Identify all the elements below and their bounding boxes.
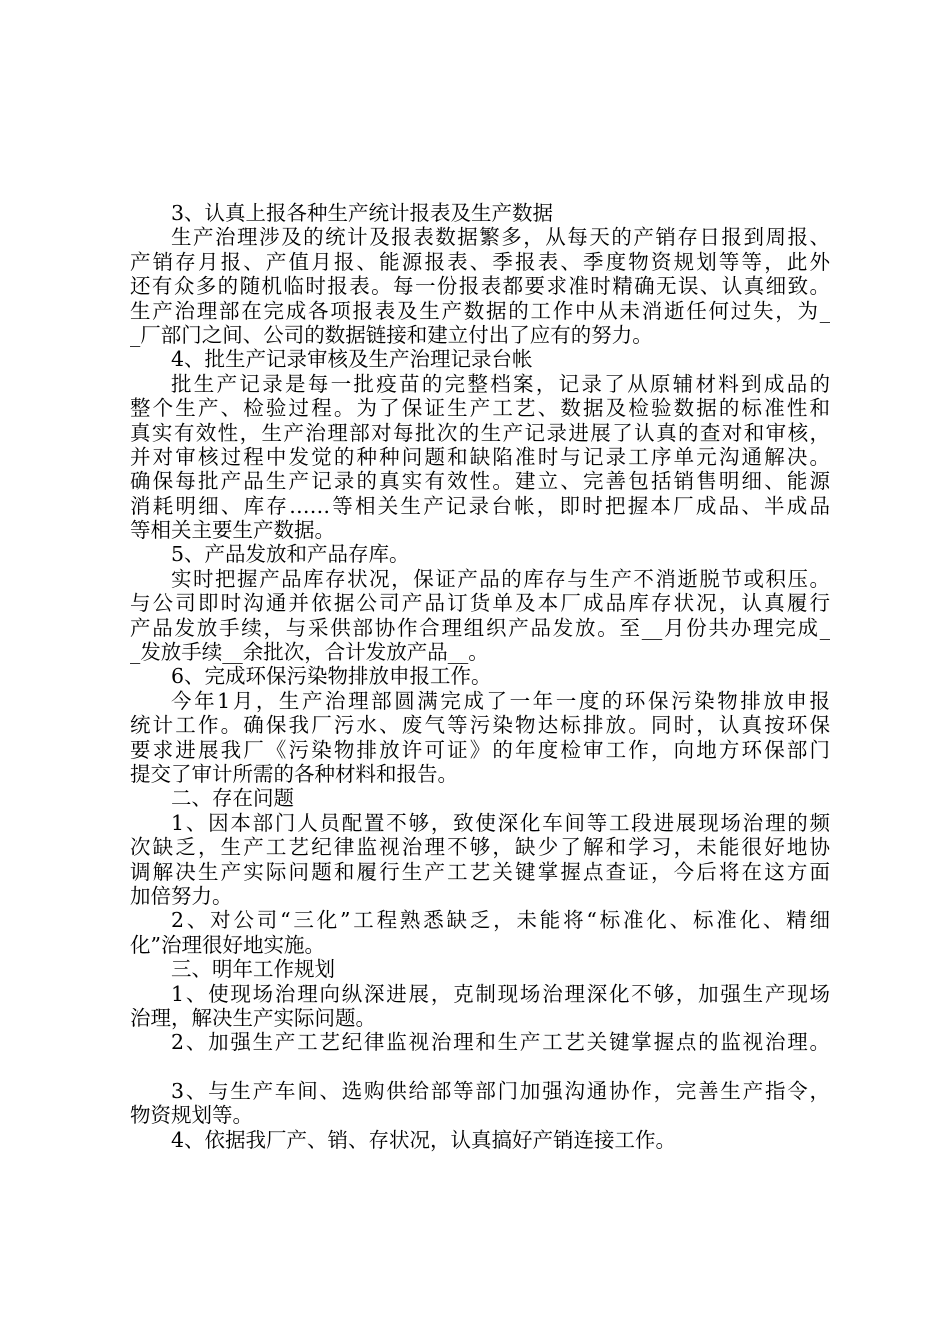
paragraph-line: 2、对公司“三化”工程熟悉缺乏，未能将“标准化、标准化、精细 [171, 908, 830, 933]
document-body [130, 201, 830, 1152]
section-heading-report-statistics: 3、认真上报各种生产统计报表及生产数据 [171, 201, 554, 225]
section-heading-environmental-report: 6、完成环保污染物排放申报工作。 [171, 664, 492, 689]
paragraph-line: 等相关主要生产数据。 [130, 518, 335, 543]
paragraph-line: 产销存月报、产值月报、能源报表、季报表、季度物资规划等等，此外 [130, 249, 830, 274]
paragraph-line: 产品发放手续，与采供部协作合理组织产品发放。至__月份共办理完成_ [130, 615, 830, 640]
paragraph-line: 确保每批产品生产记录的真实有效性。建立、完善包括销售明细、能源 [130, 469, 830, 494]
paragraph-line: 治理，解决生产实际问题。 [130, 1005, 376, 1030]
paragraph-line: 3、与生产车间、选购供给部等部门加强沟通协作，完善生产指令， [171, 1079, 830, 1104]
paragraph-line: 消耗明细、库存……等相关生产记录台帐，即时把握本厂成品、半成品 [130, 493, 830, 518]
paragraph-line: 整个生产、检验过程。为了保证生产工艺、数据及检验数据的标准性和 [130, 396, 830, 421]
paragraph-line: 调解决生产实际问题和履行生产工艺关键掌握点查证，今后将在这方面 [130, 859, 830, 884]
paragraph-line: 1、因本部门人员配置不够，致使深化车间等工段进展现场治理的频 [171, 810, 830, 835]
paragraph-line: 统计工作。确保我厂污水、废气等污染物达标排放。同时，认真按环保 [130, 713, 830, 738]
paragraph-line: 物资规划等。 [130, 1103, 253, 1128]
paragraph-line: _发放手续__余批次，合计发放产品__。 [130, 640, 489, 665]
paragraph-line: 生产治理部在完成各项报表及生产数据的工作中从未消逝任何过失，为_ [130, 298, 830, 323]
paragraph-line: 次缺乏，生产工艺纪律监视治理不够，缺少了解和学习，未能很好地协 [130, 835, 830, 860]
paragraph-line: 今年1月，生产治理部圆满完成了一年一度的环保污染物排放申报 [171, 688, 830, 713]
paragraph-line: 真实有效性，生产治理部对每批次的生产记录进展了认真的查对和审核， [130, 420, 830, 445]
paragraph-line: 加倍努力。 [130, 883, 233, 908]
paragraph-line: 生产治理涉及的统计及报表数据繁多，从每天的产销存日报到周报、 [171, 225, 830, 250]
blank-line [130, 1055, 830, 1079]
paragraph-line: 实时把握产品库存状况，保证产品的库存与生产不消逝脱节或积压。 [171, 566, 830, 591]
paragraph-line: 4、依据我厂产、销、存状况，认真搞好产销连接工作。 [171, 1127, 677, 1152]
paragraph-line: 要求进展我厂《污染物排放许可证》的年度检审工作，向地方环保部门 [130, 737, 830, 762]
section-heading-record-review: 4、批生产记录审核及生产治理记录台帐 [171, 347, 533, 372]
paragraph-line: 2、加强生产工艺纪律监视治理和生产工艺关键掌握点的监视治理。 [171, 1030, 830, 1055]
paragraph-line: _厂部门之间、公司的数据链接和建立付出了应有的努力。 [130, 322, 653, 347]
paragraph-line: 还有众多的随机临时报表。每一份报表都要求准时精确无误、认真细致。 [130, 274, 830, 299]
section-heading-product-release: 5、产品发放和产品存库。 [171, 542, 410, 567]
paragraph-line: 与公司即时沟通并依据公司产品订货单及本厂成品库存状况，认真履行 [130, 591, 830, 616]
section-heading-existing-problems: 二、存在问题 [171, 786, 294, 811]
paragraph-line: 批生产记录是每一批疫苗的完整档案，记录了从原辅材料到成品的 [171, 371, 830, 396]
paragraph-line: 1、使现场治理向纵深进展，克制现场治理深化不够，加强生产现场 [171, 981, 830, 1006]
paragraph-line: 并对审核过程中发觉的种种问题和缺陷准时与记录工序单元沟通解决。 [130, 444, 830, 469]
paragraph-line: 化”治理很好地实施。 [130, 932, 325, 957]
paragraph-line: 提交了审计所需的各种材料和报告。 [130, 761, 458, 786]
section-heading-next-year-plan: 三、明年工作规划 [171, 957, 335, 982]
